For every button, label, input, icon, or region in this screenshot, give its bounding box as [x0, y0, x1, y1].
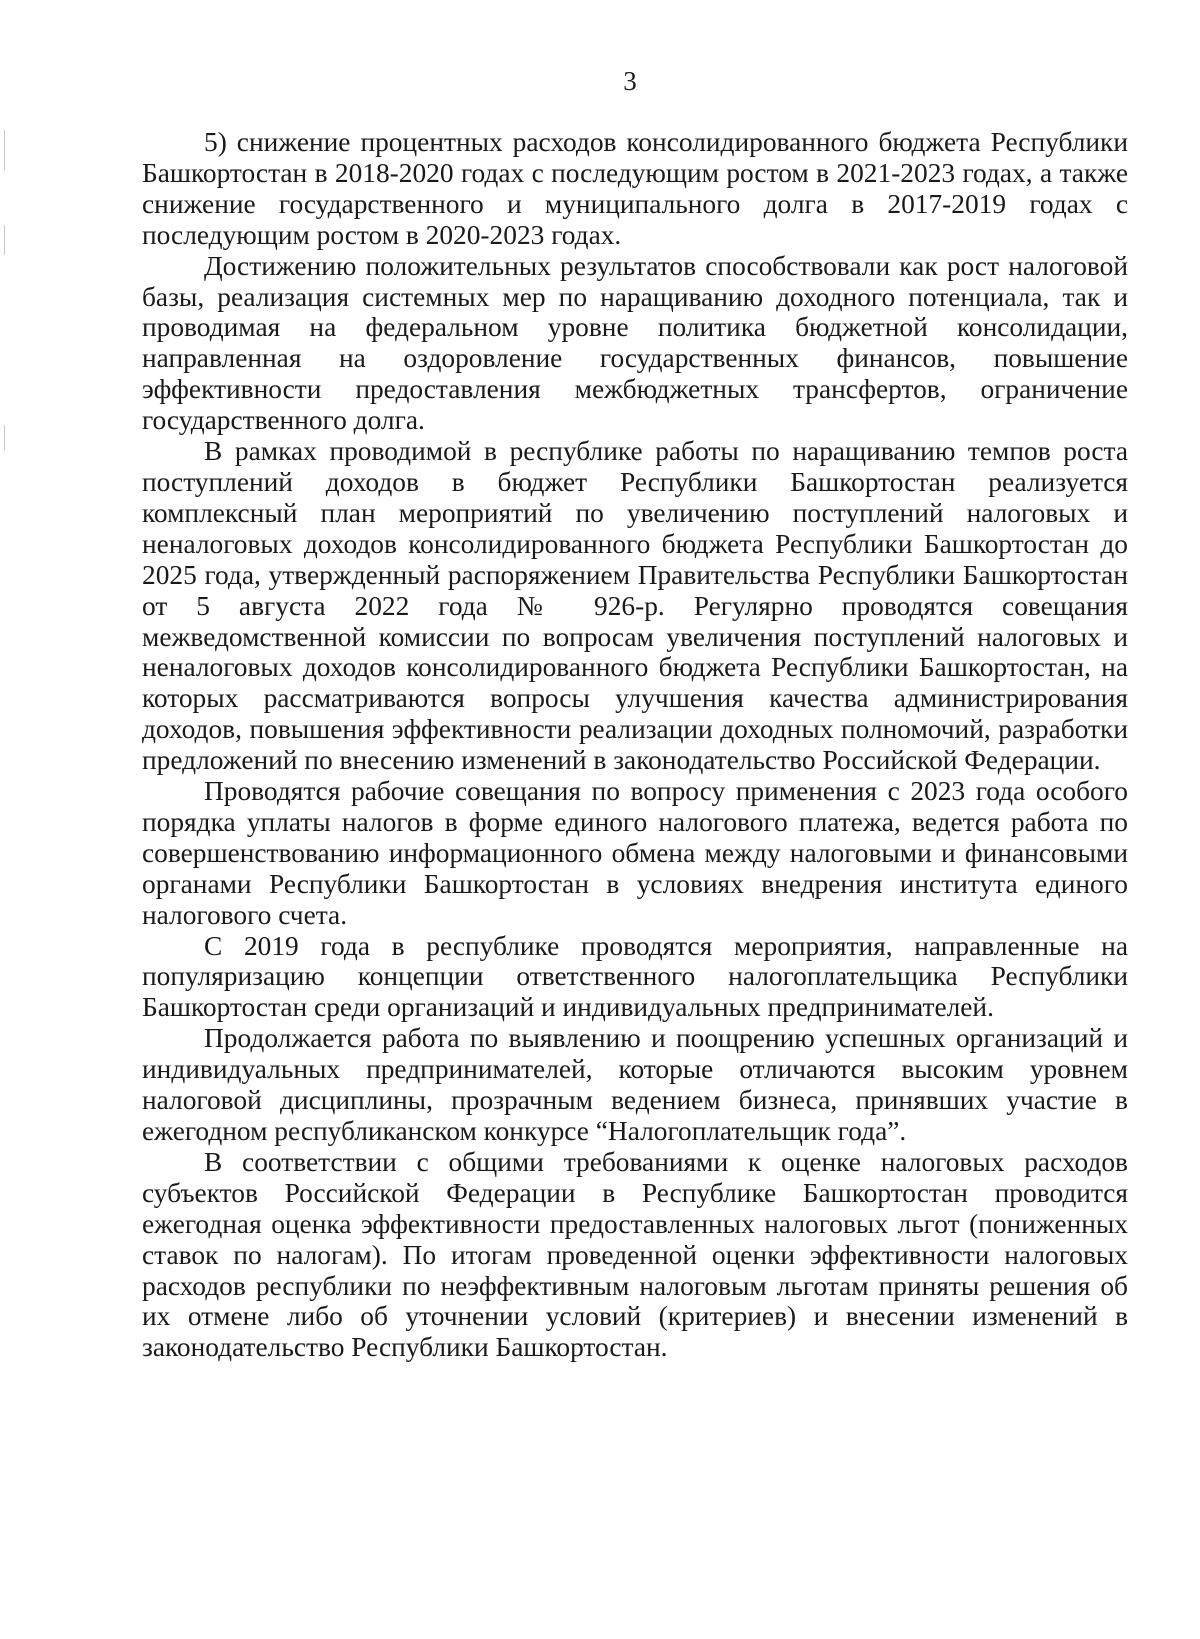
- scan-artifact: [4, 225, 5, 255]
- paragraph: В соответствии с общими требованиями к оценке налоговых расходов субъектов Российской Федерации в Республике Башкортостан проводится ежегодная оценка эффективности предоставленных налоговых льгот (пониженных ставок по налогам). По итогам проведенной оценки эффективности налоговых расходов республики по неэффективным налоговым льготам приняты решения об их отмене либо об уточнении условий (критериев) и внесении изменений в законодательство Республики Башкортостан.: [142, 1146, 1128, 1363]
- scan-artifact: [4, 425, 5, 450]
- paragraph: С 2019 года в республике проводятся мероприятия, направленные на популяризацию концепции ответственного налогоплательщика Республики Башкортостан среди организаций и индивидуальных предпринимателей.: [142, 930, 1128, 1023]
- page-number: 3: [623, 66, 637, 96]
- paragraph: Продолжается работа по выявлению и поощрению успешных организаций и индивидуальных предпринимателей, которые отличаются высоким уровнем налоговой дисциплины, прозрачным ведением бизнеса, принявших участие в ежегодном республиканском конкурсе “Налогоплательщик года”.: [142, 1023, 1128, 1146]
- paragraph: В рамках проводимой в республике работы по наращиванию темпов роста поступлений доходов в бюджет Республики Башкортостан реализуется комплексный план мероприятий по увеличению поступлений налоговых и неналоговых доходов консолидированного бюджета Республики Башкортостан до 2025 года, утвержденный распоряжением Правительства Республики Башкортостан от 5 августа 2022 года № 926-р. Регулярно проводятся совещания межведомственной комиссии по вопросам увеличения поступлений налоговых и неналоговых доходов консолидированного бюджета Республики Башкортостан, на которых рассматриваются вопросы улучшения качества администрирования доходов, повышения эффективности реализации доходных полномочий, разработки предложений по внесению изменений в законодательство Российской Федерации.: [142, 436, 1128, 776]
- scan-artifact: [4, 130, 5, 170]
- paragraph: Достижению положительных результатов способствовали как рост налоговой базы, реализация системных мер по наращиванию доходного потенциала, так и проводимая на федеральном уровне политика бюджетной консолидации, направленная на оздоровление государственных финансов, повышение эффективности предоставления межбюджетных трансфертов, ограничение государственного долга.: [142, 250, 1128, 436]
- paragraph: Проводятся рабочие совещания по вопросу применения с 2023 года особого порядка уплаты налогов в форме единого налогового платежа, ведется работа по совершенствованию информационного обмена между налоговыми и финансовыми органами Республики Башкортостан в условиях внедрения института единого налогового счета.: [142, 776, 1128, 930]
- paragraph: 5) снижение процентных расходов консолидированного бюджета Республики Башкортостан в 2018-2020 годах с последующим ростом в 2021-2023 годах, а также снижение государственного и муниципального долга в 2017-2019 годах с последующим ростом в 2020-2023 годах.: [142, 127, 1128, 250]
- document-body: [142, 127, 1128, 1363]
